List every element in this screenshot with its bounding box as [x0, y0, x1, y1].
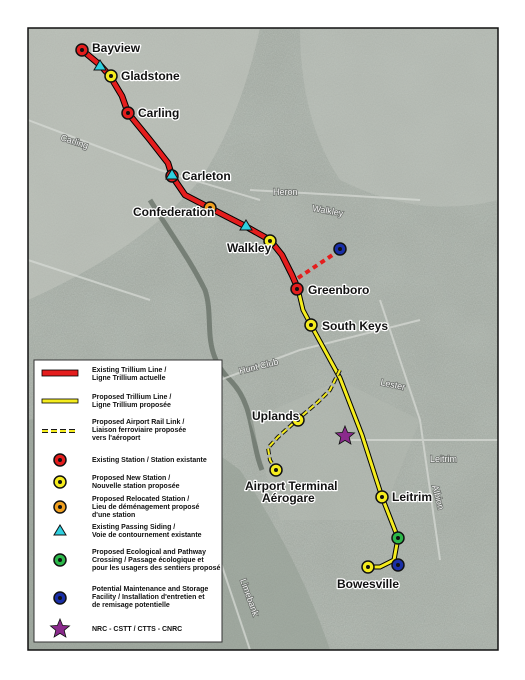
station-greenboro-marker[interactable] — [291, 283, 303, 295]
station-label-greenboro: Greenboro — [308, 283, 370, 297]
station-label-confederation: Confederation — [133, 205, 215, 219]
svg-text:Existing Passing Siding /Voie: Existing Passing Siding / Voie de contournement existante — [92, 524, 202, 539]
station-label-bowesville: Bowesville — [337, 577, 400, 591]
road-label-heron: Heron — [273, 187, 298, 197]
road-label-hunt-club: Hunt Club — [238, 356, 280, 376]
road-label-walkley: Walkley — [311, 203, 345, 219]
station-airport-marker[interactable] — [270, 464, 282, 476]
station-label-leitrim: Leitrim — [392, 490, 433, 504]
station-label-airport-2: Aérogare — [262, 491, 315, 505]
station-label-carleton: Carleton — [182, 169, 231, 183]
station-leitrim-marker[interactable] — [376, 491, 388, 503]
eco-crossing-marker[interactable] — [392, 532, 404, 544]
svg-text:Proposed Relocated Station /Li: Proposed Relocated Station / Lieu de déménagement proposé d'une station — [92, 496, 200, 519]
station-label-carling: Carling — [138, 106, 180, 120]
road-label-albion: Albion — [430, 483, 447, 511]
svg-text:Proposed New Station /Nouvelle: Proposed New Station / Nouvelle station proposée — [92, 475, 180, 490]
legend — [34, 360, 222, 642]
maintenance-facility-south-marker[interactable] — [392, 559, 404, 571]
station-label-uplands: Uplands — [252, 409, 300, 423]
station-carling-marker[interactable] — [122, 107, 134, 119]
road-label-lester: Lester — [379, 377, 407, 393]
station-label-bayview: Bayview — [92, 41, 141, 55]
station-bowesville-marker[interactable] — [362, 561, 374, 573]
station-bayview-marker[interactable] — [76, 44, 88, 56]
svg-text:Potential Maintenance and Stor: Potential Maintenance and Storage Facility / Installation d'entretien et de remisage potentielle — [92, 586, 209, 609]
svg-text:NRC - CSTT / CTTS - CNRC: NRC - CSTT / CTTS - CNRC — [92, 626, 183, 633]
station-gladstone-marker[interactable] — [105, 70, 117, 82]
station-label-south-keys: South Keys — [322, 319, 389, 333]
station-south-keys-marker[interactable] — [305, 319, 317, 331]
road-label-limebank: Limebank — [238, 577, 261, 618]
station-label-walkley: Walkley — [227, 241, 272, 255]
svg-text:Proposed Trillium Line /Ligne: Proposed Trillium Line / Ligne Trillium proposée — [92, 394, 172, 409]
road-label-carling: Carling — [59, 132, 90, 151]
svg-text:Existing Trillium Line /Ligne: Existing Trillium Line / Ligne Trillium actuelle — [92, 367, 167, 382]
svg-text:Existing Station / Station exi: Existing Station / Station existante — [92, 457, 207, 464]
station-label-gladstone: Gladstone — [121, 69, 180, 83]
road-label-leitrim: Leitrim — [430, 454, 458, 464]
svg-text:Proposed Airport Rail Link /Li: Proposed Airport Rail Link / Liaison ferroviaire proposée vers l'aéroport — [92, 419, 187, 442]
station-label-airport-1: Airport Terminal — [245, 479, 338, 493]
svg-text:Proposed Ecological and Pathwa: Proposed Ecological and Pathway Crossing / Passage écologique et pour les usagers des sentiers proposé — [92, 549, 221, 572]
maintenance-facility-north-marker[interactable] — [334, 243, 346, 255]
